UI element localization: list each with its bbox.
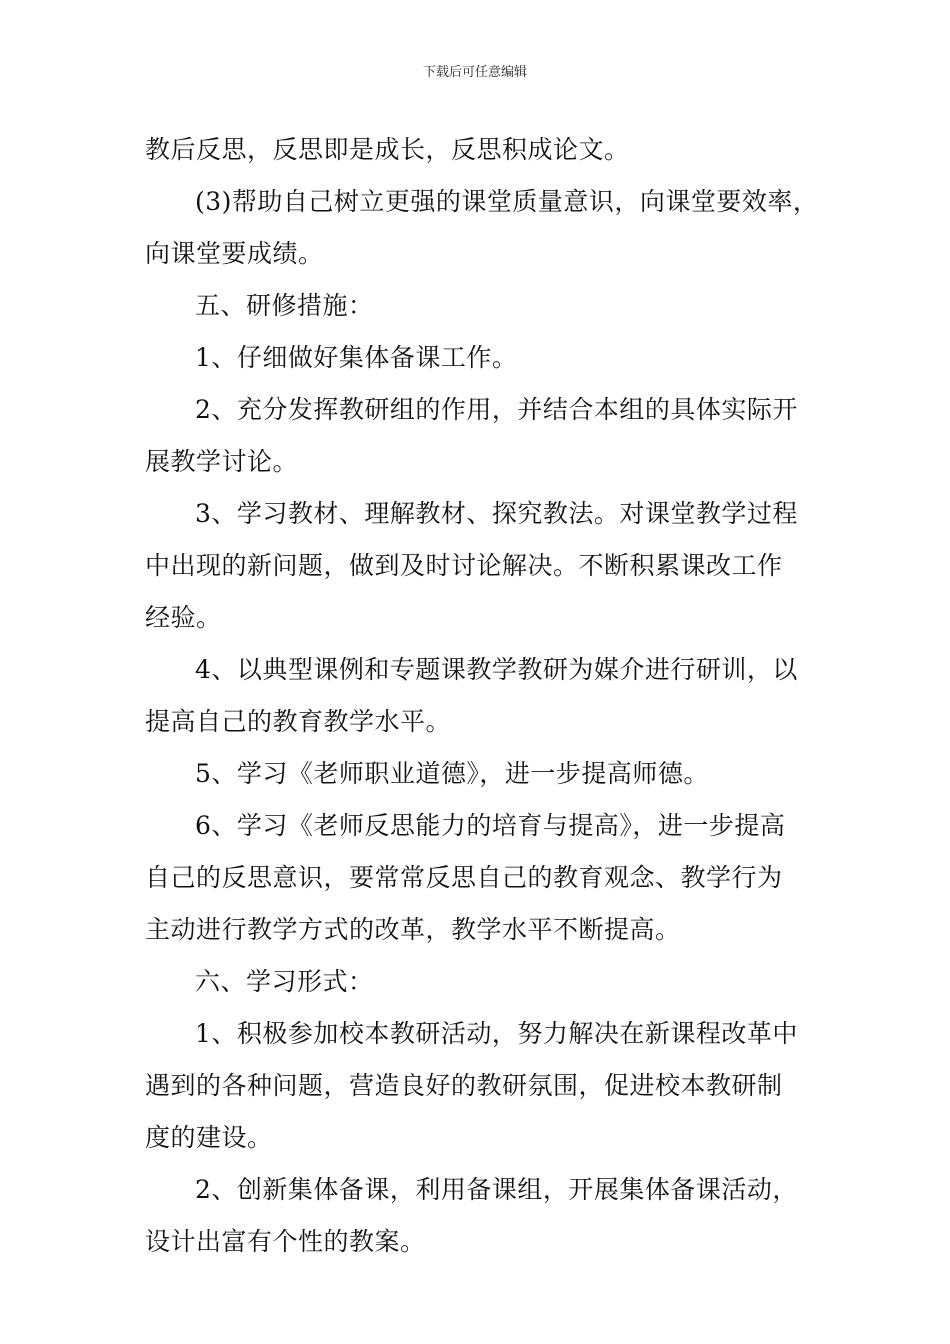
paragraph-line: 度的建设。 — [145, 1123, 273, 1152]
document-body — [145, 124, 819, 1268]
paragraph-line: 教后反思，反思即是成长，反思积成论文。 — [145, 135, 630, 164]
paragraph-line: 1、积极参加校本教研活动，努力解决在新课程改革中 — [195, 1019, 798, 1048]
paragraph-line: 5、学习《老师职业道德》，进一步提高师德。 — [195, 759, 709, 788]
paragraph-line: 4、以典型课例和专题课教学教研为媒介进行研训，以 — [195, 655, 798, 684]
paragraph-line: 主动进行教学方式的改革，教学水平不断提高。 — [145, 915, 681, 944]
paragraph-line: 自己的反思意识，要常常反思自己的教育观念、教学行为 — [145, 863, 783, 892]
paragraph-line: 向课堂要成绩。 — [145, 239, 324, 268]
paragraph-line: 经验。 — [145, 603, 222, 632]
paragraph-line: 展教学讨论。 — [145, 447, 299, 476]
paragraph-line: 6、学习《老师反思能力的培育与提高》，进一步提高 — [195, 811, 786, 840]
paragraph-line: 1、仔细做好集体备课工作。 — [195, 343, 518, 372]
paragraph-line: 提高自己的教育教学水平。 — [145, 707, 452, 736]
paragraph-line: 2、创新集体备课，利用备课组，开展集体备课活动， — [195, 1175, 798, 1204]
paragraph-line: 设计出富有个性的教案。 — [145, 1227, 426, 1256]
page-header-note: 下载后可任意编辑 — [422, 65, 527, 80]
paragraph-line: 3、学习教材、理解教材、探究教法。对课堂教学过程 — [195, 499, 798, 528]
section-heading: 六、学习形式： — [195, 967, 374, 996]
section-heading: 五、研修措施： — [195, 291, 374, 320]
paragraph-line: (3)帮助自己树立更强的课堂质量意识，向课堂要效率， — [195, 187, 819, 216]
paragraph-line: 中出现的新问题，做到及时讨论解决。不断积累课改工作 — [145, 551, 783, 580]
paragraph-line: 遇到的各种问题，营造良好的教研氛围，促进校本教研制 — [145, 1071, 783, 1100]
paragraph-line: 2、充分发挥教研组的作用，并结合本组的具体实际开 — [195, 395, 798, 424]
